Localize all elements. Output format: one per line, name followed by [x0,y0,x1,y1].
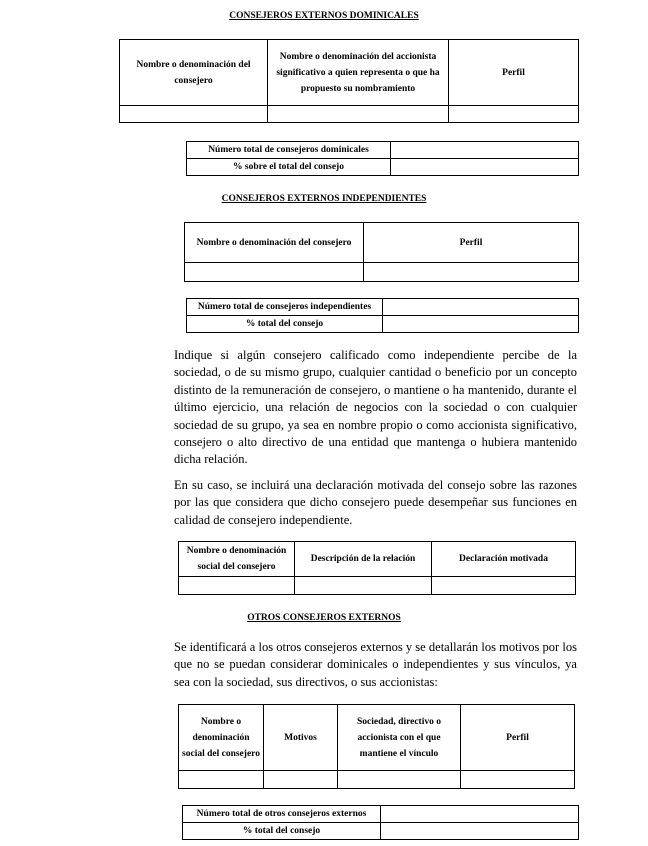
summary-value [391,142,579,159]
empty-cell [179,577,295,595]
col-header-nombre: Nombre o denominación del consejero [120,40,268,106]
col-header-accionista: Nombre o denominación del accionista significativo a quien representa o que ha propuesto su nombramiento [268,40,449,106]
empty-cell [295,577,432,595]
empty-cell [185,263,364,282]
otros-summary-table [182,805,579,840]
empty-cell [461,771,575,789]
paragraph-relacion-negocios: Indique si algún consejero calificado como independiente percibe de la sociedad, o de su mismo grupo, cualquier cantidad o beneficio por un concepto distinto de la remuneración de consejero, o mantiene o ha mantenido, durante el último ejercicio, una relación de negocios con la sociedad o con cualquier sociedad de su grupo, ya sea en nombre propio o como accionista significativo, consejero o alto directivo de una entidad que mantenga o hubiera mantenido dicha relación. [174,348,577,467]
relacion-table [178,541,576,595]
otros-table [178,704,575,789]
summary-value [391,159,579,176]
independientes-table [184,222,579,282]
summary-label-percent: % total del consejo [183,823,381,840]
summary-label-total: Número total de consejeros independientes [187,299,383,316]
col-header-descripcion: Descripción de la relación [295,542,432,577]
independientes-heading: CONSEJEROS EXTERNOS INDEPENDIENTES [221,194,427,204]
dominicales-heading: CONSEJEROS EXTERNOS DOMINICALES [229,11,419,21]
col-header-nombre: Nombre o denominación social del consejero [179,705,264,771]
dominicales-summary-table [186,141,579,176]
col-header-nombre: Nombre o denominación del consejero [185,223,364,263]
summary-label-total: Número total de consejeros dominicales [187,142,391,159]
col-header-perfil: Perfil [461,705,575,771]
empty-cell [120,106,268,123]
col-header-nombre: Nombre o denominación social del consejero [179,542,295,577]
summary-label-total: Número total de otros consejeros externos [183,806,381,823]
summary-label-percent: % total del consejo [187,316,383,333]
empty-cell [338,771,461,789]
col-header-perfil: Perfil [449,40,579,106]
col-header-motivos: Motivos [264,705,338,771]
col-header-perfil: Perfil [364,223,579,263]
empty-cell [268,106,449,123]
dominicales-table [119,39,579,123]
empty-cell [179,771,264,789]
summary-value [381,823,579,840]
summary-value [381,806,579,823]
otros-heading: OTROS CONSEJEROS EXTERNOS [247,613,401,623]
summary-label-percent: % sobre el total del consejo [187,159,391,176]
independientes-summary-table [186,298,579,333]
paragraph-declaracion-motivada: En su caso, se incluirá una declaración motivada del consejo sobre las razones por las que considera que dicho consejero puede desempeñar sus funciones en calidad de consejero independiente. [174,478,577,527]
empty-cell [264,771,338,789]
empty-cell [364,263,579,282]
summary-value [383,299,579,316]
col-header-vinculo: Sociedad, directivo o accionista con el que mantiene el vínculo [338,705,461,771]
col-header-declaracion: Declaración motivada [432,542,576,577]
paragraph-otros-consejeros: Se identificará a los otros consejeros externos y se detallarán los motivos por los que no se puedan considerar dominicales o independientes y sus vínculos, ya sea con la sociedad, sus directivos, o sus accionistas: [174,640,577,689]
summary-value [383,316,579,333]
empty-cell [449,106,579,123]
empty-cell [432,577,576,595]
